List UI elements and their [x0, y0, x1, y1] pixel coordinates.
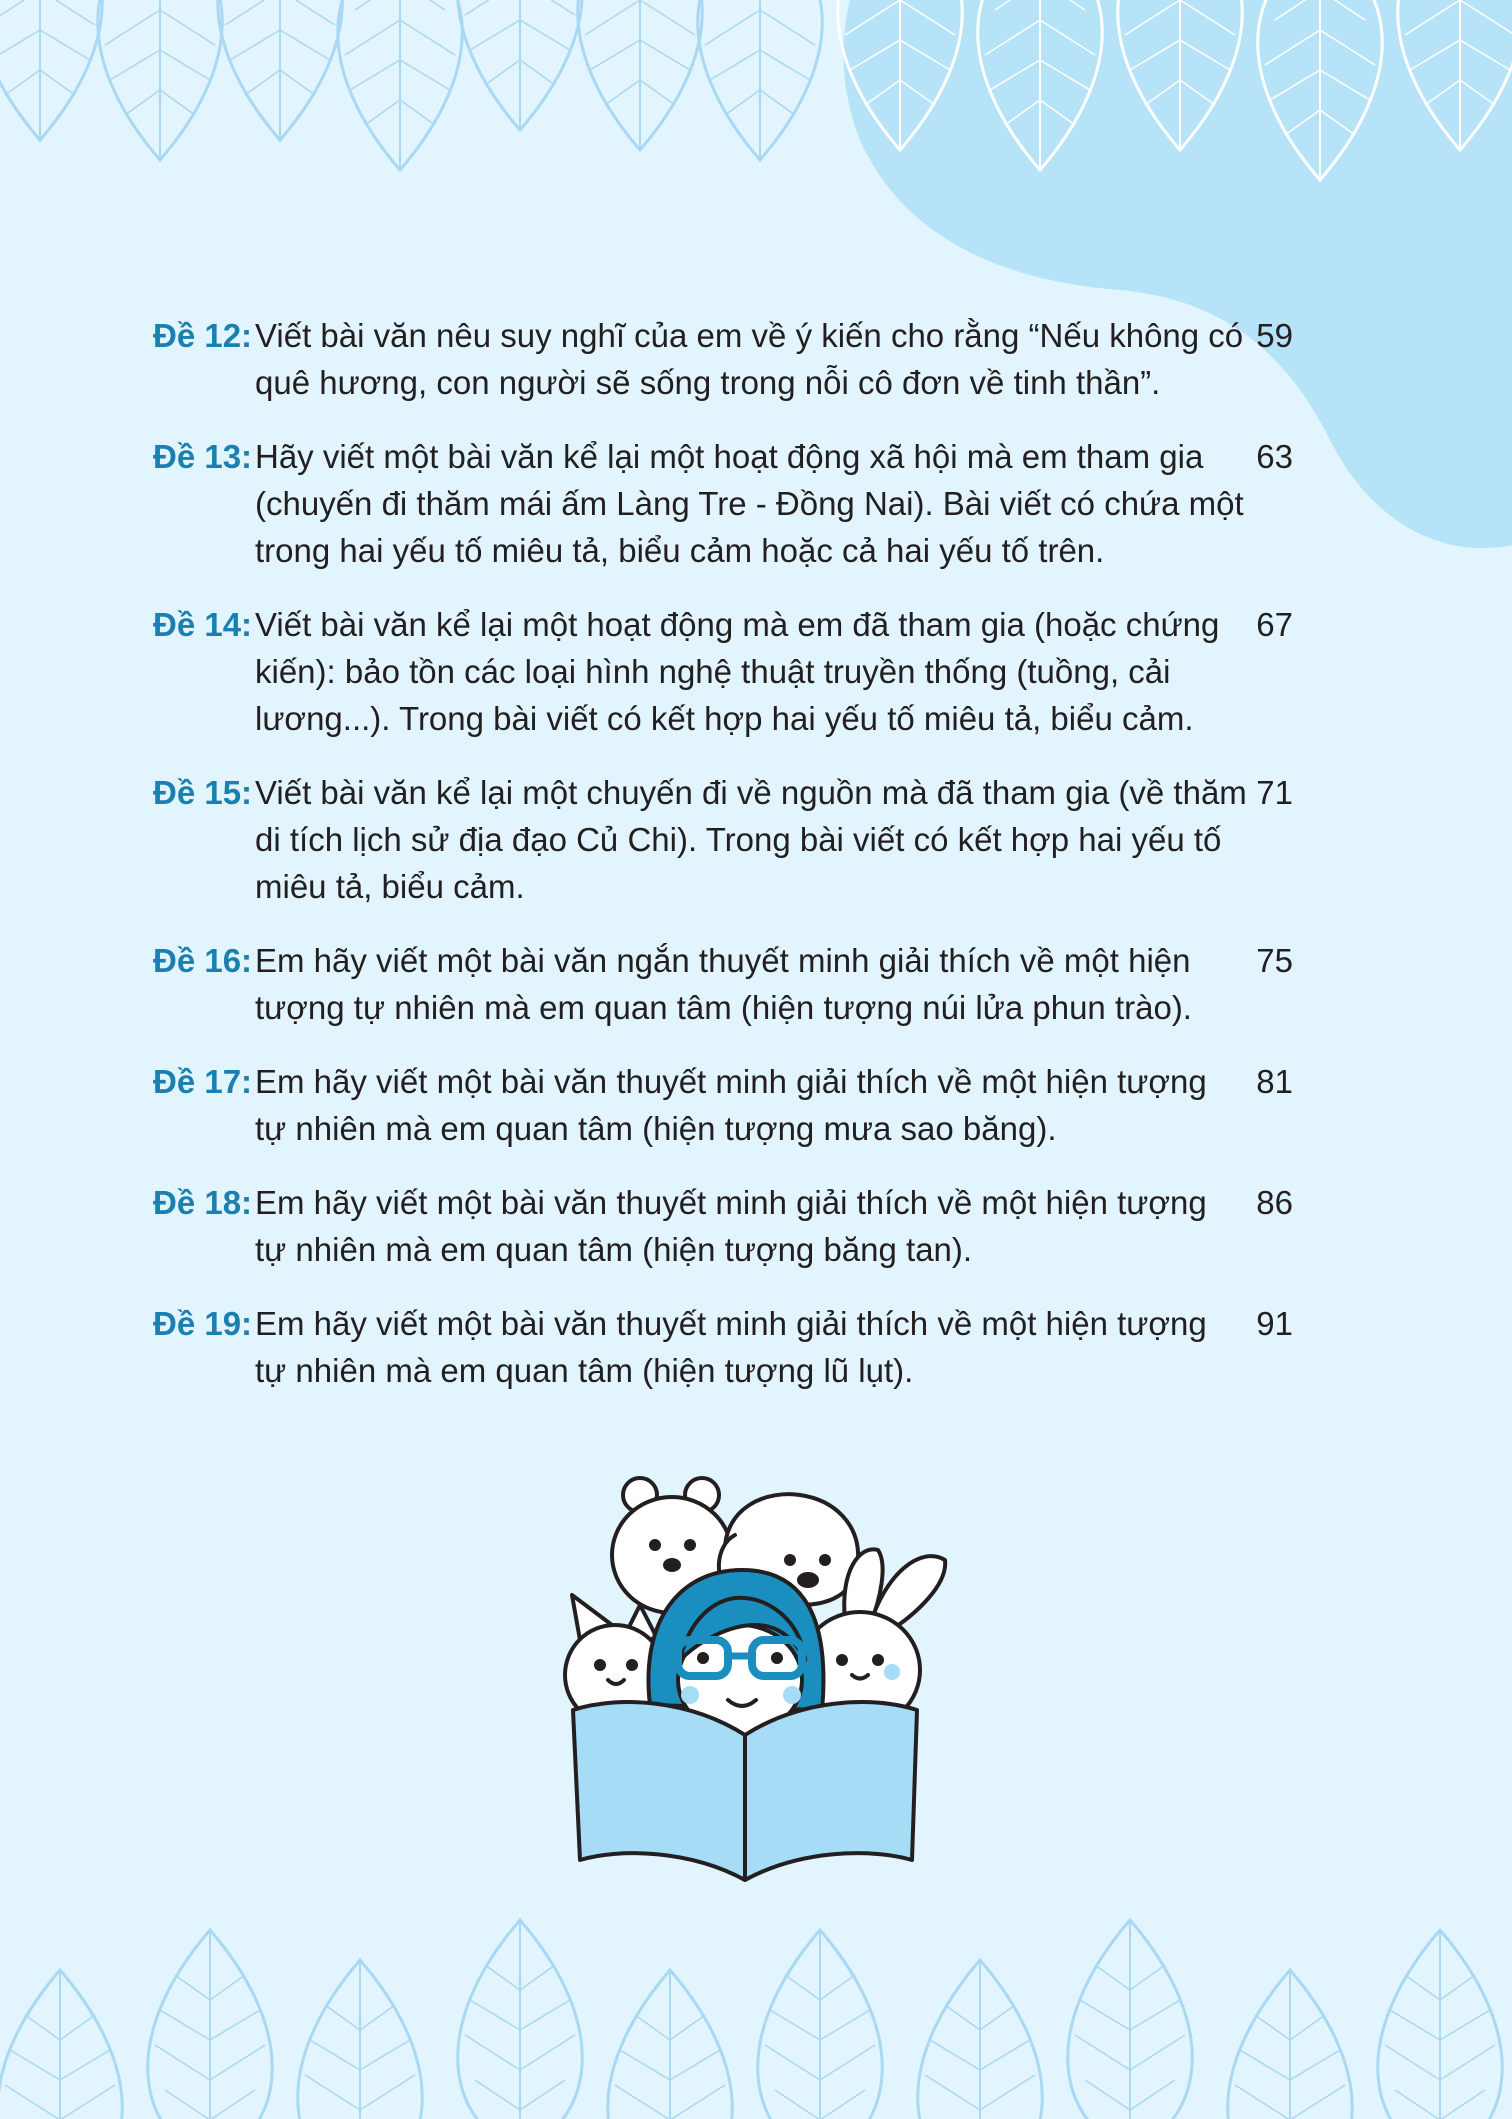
- toc-entry-description: [255, 769, 1247, 910]
- toc-entry-line: Em hãy viết một bài văn thuyết minh giải thích về một hiện tượng: [255, 1063, 1207, 1100]
- toc-entry[interactable]: [153, 769, 1293, 910]
- toc-entry-label: Đề 13:: [153, 438, 253, 475]
- toc-entry-label: Đề 16:: [153, 942, 253, 979]
- girl-reading-with-animals: [565, 1478, 945, 1880]
- toc-entry-label: Đề 17:: [153, 1063, 253, 1100]
- toc-entry-page-number: 81: [1256, 1063, 1293, 1100]
- toc-entry-line: kiến): bảo tồn các loại hình nghệ thuật truyền thống (tuồng, cải: [255, 653, 1171, 690]
- toc-entry-line: tự nhiên mà em quan tâm (hiện tượng mưa sao băng).: [255, 1110, 1057, 1147]
- toc-entry-page-number: 91: [1256, 1305, 1293, 1342]
- toc-entry-line: Viết bài văn nêu suy nghĩ của em về ý kiến cho rằng “Nếu không có: [255, 317, 1244, 354]
- toc-entry-description: [255, 312, 1244, 406]
- toc-entry-description: [255, 937, 1192, 1031]
- toc-entry-label: Đề 12:: [153, 317, 253, 354]
- toc-entry-page-number: 86: [1256, 1184, 1293, 1221]
- toc-entry[interactable]: [153, 1300, 1293, 1394]
- toc-entry-line: Viết bài văn kể lại một chuyến đi về nguồn mà đã tham gia (về thăm: [255, 774, 1247, 811]
- toc-entry-line: tự nhiên mà em quan tâm (hiện tượng băng tan).: [255, 1231, 973, 1268]
- toc-entry[interactable]: [153, 433, 1293, 574]
- toc-entry[interactable]: [153, 1179, 1293, 1273]
- toc-entry-label: Đề 14:: [153, 606, 253, 643]
- toc-entry-line: Viết bài văn kể lại một hoạt động mà em đã tham gia (hoặc chứng: [255, 606, 1220, 643]
- toc-entry-description: [255, 601, 1220, 742]
- table-of-contents: [153, 312, 1293, 1421]
- toc-entry-description: [255, 433, 1244, 574]
- toc-entry-line: Em hãy viết một bài văn thuyết minh giải thích về một hiện tượng: [255, 1305, 1207, 1342]
- toc-entry-line: Em hãy viết một bài văn thuyết minh giải thích về một hiện tượng: [255, 1184, 1207, 1221]
- toc-entry-label: Đề 19:: [153, 1305, 253, 1342]
- toc-entry-line: tượng tự nhiên mà em quan tâm (hiện tượng núi lửa phun trào).: [255, 989, 1192, 1026]
- toc-entry-line: (chuyến đi thăm mái ấm Làng Tre - Đồng Nai). Bài viết có chứa một: [255, 485, 1244, 522]
- toc-entry-line: miêu tả, biểu cảm.: [255, 868, 525, 905]
- toc-entry[interactable]: [153, 1058, 1293, 1152]
- toc-entry-page-number: 67: [1256, 606, 1293, 643]
- toc-entry-line: tự nhiên mà em quan tâm (hiện tượng lũ lụt).: [255, 1352, 914, 1389]
- toc-entry-label: Đề 18:: [153, 1184, 253, 1221]
- toc-entry-line: Em hãy viết một bài văn ngắn thuyết minh giải thích về một hiện: [255, 942, 1191, 979]
- toc-entry-description: [255, 1300, 1207, 1394]
- toc-entry-line: lương...). Trong bài viết có kết hợp hai yếu tố miêu tả, biểu cảm.: [255, 700, 1194, 737]
- toc-entry[interactable]: [153, 937, 1293, 1031]
- toc-entry-description: [255, 1179, 1207, 1273]
- toc-entry-line: di tích lịch sử địa đạo Củ Chi). Trong bài viết có kết hợp hai yếu tố: [255, 821, 1222, 858]
- toc-entry[interactable]: [153, 601, 1293, 742]
- bottom-leaves: [0, 1920, 1502, 2119]
- toc-entry-description: [255, 1058, 1207, 1152]
- toc-entry-page-number: 63: [1256, 438, 1293, 475]
- toc-entry-line: quê hương, con người sẽ sống trong nỗi cô đơn về tinh thần”.: [255, 364, 1161, 401]
- toc-entry-line: Hãy viết một bài văn kể lại một hoạt động xã hội mà em tham gia: [255, 438, 1204, 475]
- toc-entry-page-number: 75: [1256, 942, 1293, 979]
- toc-entry-label: Đề 15:: [153, 774, 253, 811]
- toc-entry[interactable]: [153, 312, 1293, 406]
- toc-entry-page-number: 71: [1256, 774, 1293, 811]
- toc-entry-line: trong hai yếu tố miêu tả, biểu cảm hoặc cả hai yếu tố trên.: [255, 532, 1105, 569]
- toc-entry-page-number: 59: [1256, 317, 1293, 354]
